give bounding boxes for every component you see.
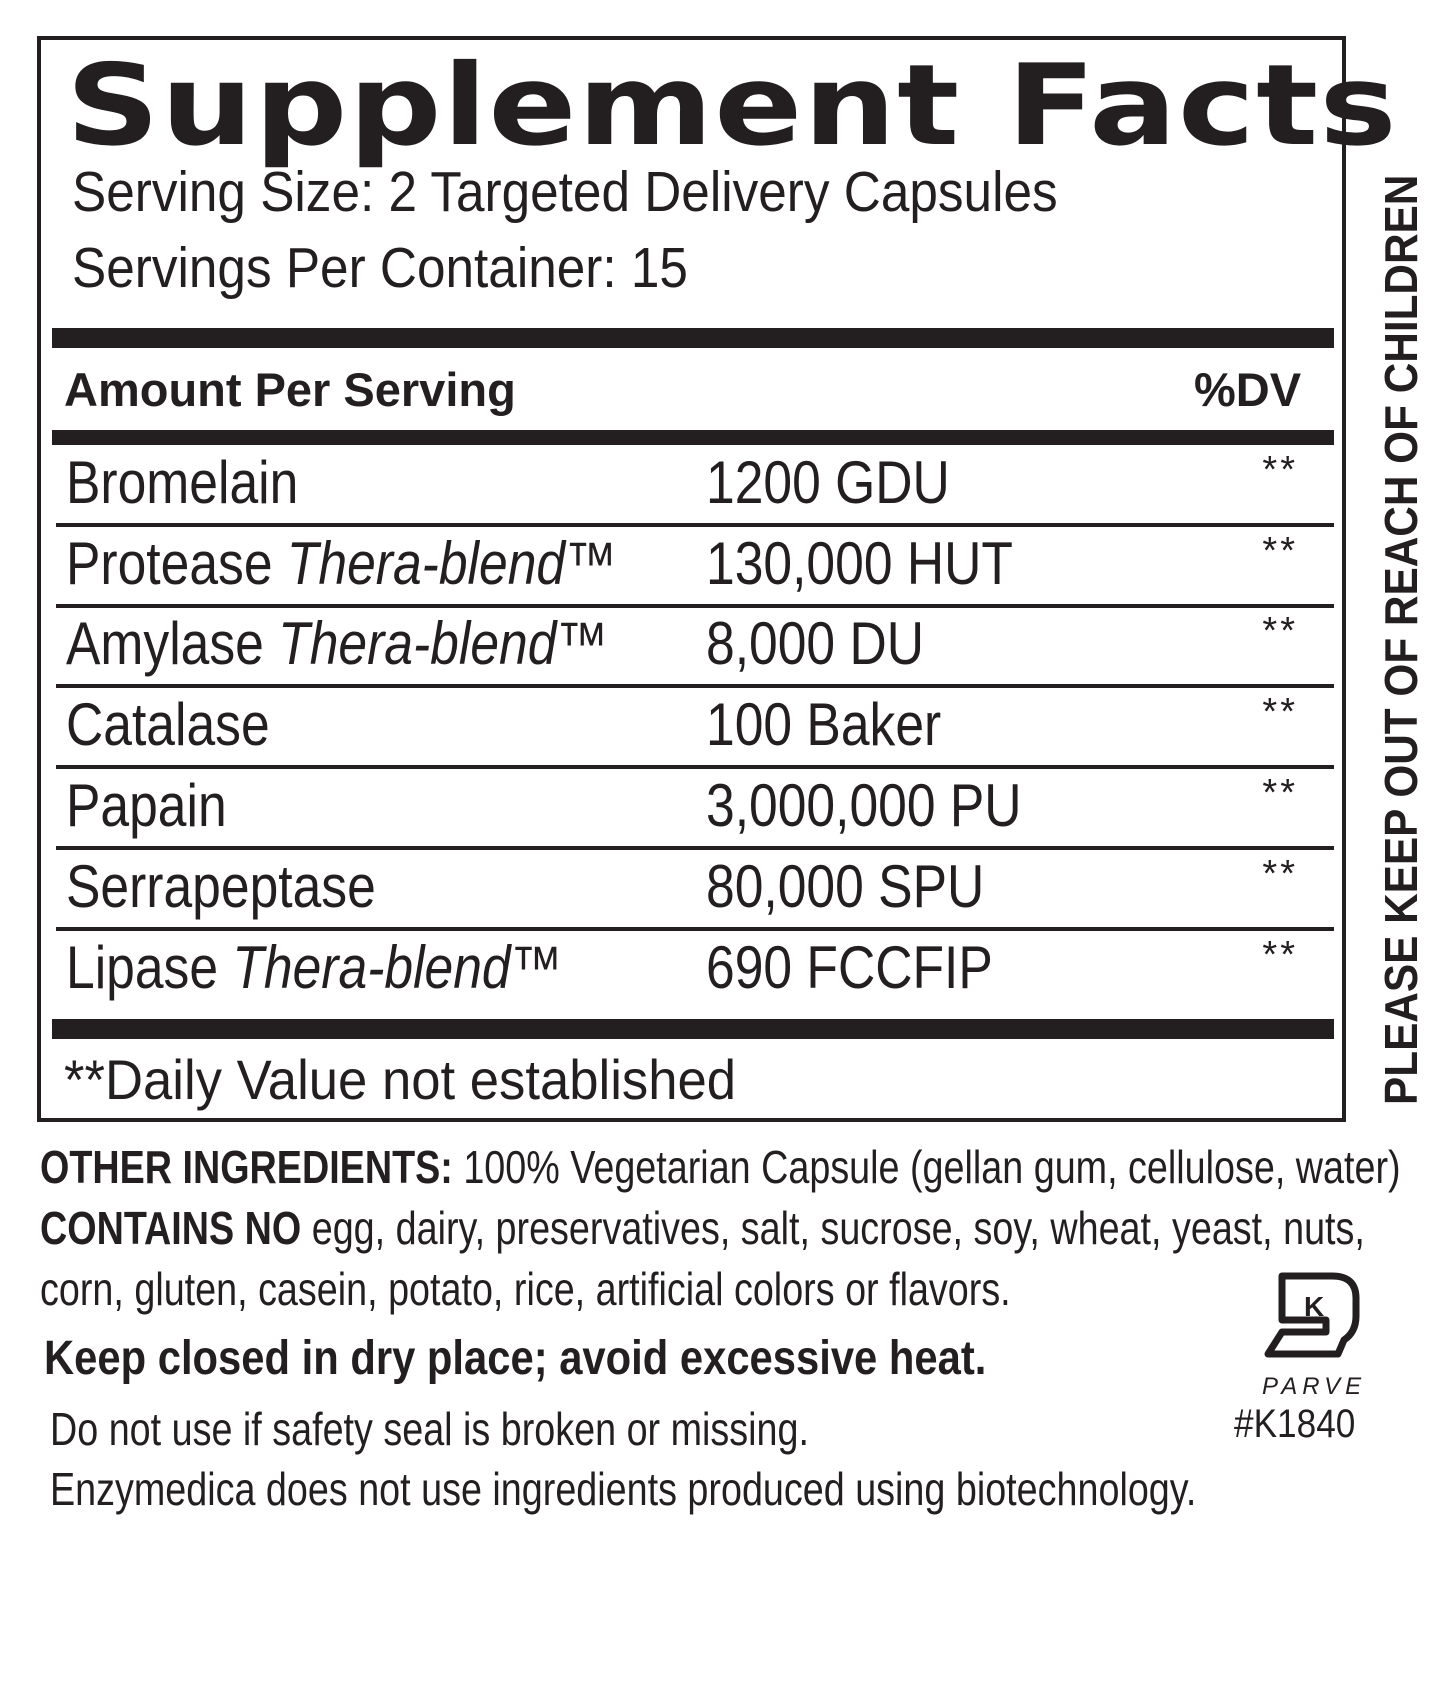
contains-no-line2: corn, gluten, casein, potato, rice, artificial colors or flavors. — [40, 1263, 1011, 1315]
ingredient-row — [56, 608, 1334, 688]
ingredient-base-name: Catalase — [66, 691, 270, 758]
ingredient-name — [66, 853, 376, 920]
ingredient-dv: ** — [1262, 934, 1298, 976]
kosher-number: #K1840 — [1234, 1402, 1356, 1446]
ingredient-name — [66, 530, 617, 597]
other-ingredients-label: OTHER INGREDIENTS: — [40, 1141, 453, 1193]
ingredient-name — [66, 772, 227, 839]
serving-size: Serving Size: 2 Targeted Delivery Capsules — [72, 160, 1058, 224]
ingredient-row — [56, 932, 1334, 1012]
ingredient-amount: 8,000 DU — [706, 610, 924, 677]
ingredient-base-name: Protease — [66, 530, 273, 597]
safety-seal-warning: Do not use if safety seal is broken or missing. — [50, 1403, 809, 1455]
ingredient-dv: ** — [1262, 449, 1298, 491]
storage-instructions: Keep closed in dry place; avoid excessive heat. — [44, 1332, 987, 1385]
ingredient-row — [56, 528, 1334, 608]
ingredient-base-name: Lipase — [66, 934, 219, 1001]
medium-divider — [52, 430, 1334, 445]
ingredient-base-name: Bromelain — [66, 449, 299, 516]
row-divider — [56, 927, 1334, 931]
contains-no-line1: egg, dairy, preservatives, salt, sucrose, soy, wheat, yeast, nuts, — [301, 1202, 1365, 1254]
ingredient-amount: 130,000 HUT — [706, 530, 1013, 597]
ingredient-blend: Thera-blend™ — [286, 530, 617, 597]
panel-title: Supplement Facts — [66, 41, 1398, 171]
other-ingredients-text: 100% Vegetarian Capsule (gellan gum, cellulose, water) — [452, 1141, 1401, 1193]
servings-per-container: Servings Per Container: 15 — [72, 236, 688, 300]
ingredient-row — [56, 770, 1334, 850]
amount-per-serving-header: Amount Per Serving — [64, 363, 516, 416]
ingredient-name — [66, 449, 299, 516]
ingredient-name — [66, 934, 563, 1001]
ingredient-amount: 1200 GDU — [706, 449, 950, 516]
ingredient-base-name: Papain — [66, 772, 227, 839]
dv-header: %DV — [1194, 363, 1302, 416]
ingredient-row — [56, 689, 1334, 769]
thick-divider-bottom — [52, 1019, 1334, 1039]
ingredient-dv: ** — [1262, 772, 1298, 814]
row-divider — [56, 846, 1334, 850]
daily-value-footnote: **Daily Value not established — [64, 1048, 737, 1111]
ingredient-dv: ** — [1262, 530, 1298, 572]
thick-divider-top — [52, 328, 1334, 348]
ingredient-dv: ** — [1262, 610, 1298, 652]
ingredient-amount: 690 FCCFIP — [706, 934, 993, 1001]
kosher-k-icon — [1260, 1270, 1370, 1360]
ingredient-row — [56, 851, 1334, 931]
ingredient-blend: Thera-blend™ — [232, 934, 563, 1001]
row-divider — [56, 765, 1334, 769]
ingredient-amount: 80,000 SPU — [706, 853, 985, 920]
ingredient-amount: 100 Baker — [706, 691, 942, 758]
ingredient-base-name: Amylase — [66, 610, 264, 677]
contains-no — [40, 1202, 1365, 1254]
ingredient-dv: ** — [1262, 691, 1298, 733]
parve-label: PARVE — [1262, 1373, 1367, 1400]
contains-no-label: CONTAINS NO — [40, 1202, 302, 1254]
biotechnology-note: Enzymedica does not use ingredients produced using biotechnology. — [50, 1463, 1197, 1515]
other-ingredients — [40, 1141, 1401, 1193]
row-divider — [56, 684, 1334, 688]
ingredient-base-name: Serrapeptase — [66, 853, 376, 920]
ingredient-dv: ** — [1262, 853, 1298, 895]
kosher-letter: K — [1304, 1291, 1325, 1322]
row-divider — [56, 523, 1334, 527]
ingredient-name — [66, 691, 270, 758]
ingredient-row — [56, 447, 1334, 527]
side-warning-text: PLEASE KEEP OUT OF REACH OF CHILDREN — [1375, 174, 1427, 1106]
ingredient-name — [66, 610, 609, 677]
ingredient-blend: Thera-blend™ — [278, 610, 609, 677]
ingredient-amount: 3,000,000 PU — [706, 772, 1022, 839]
